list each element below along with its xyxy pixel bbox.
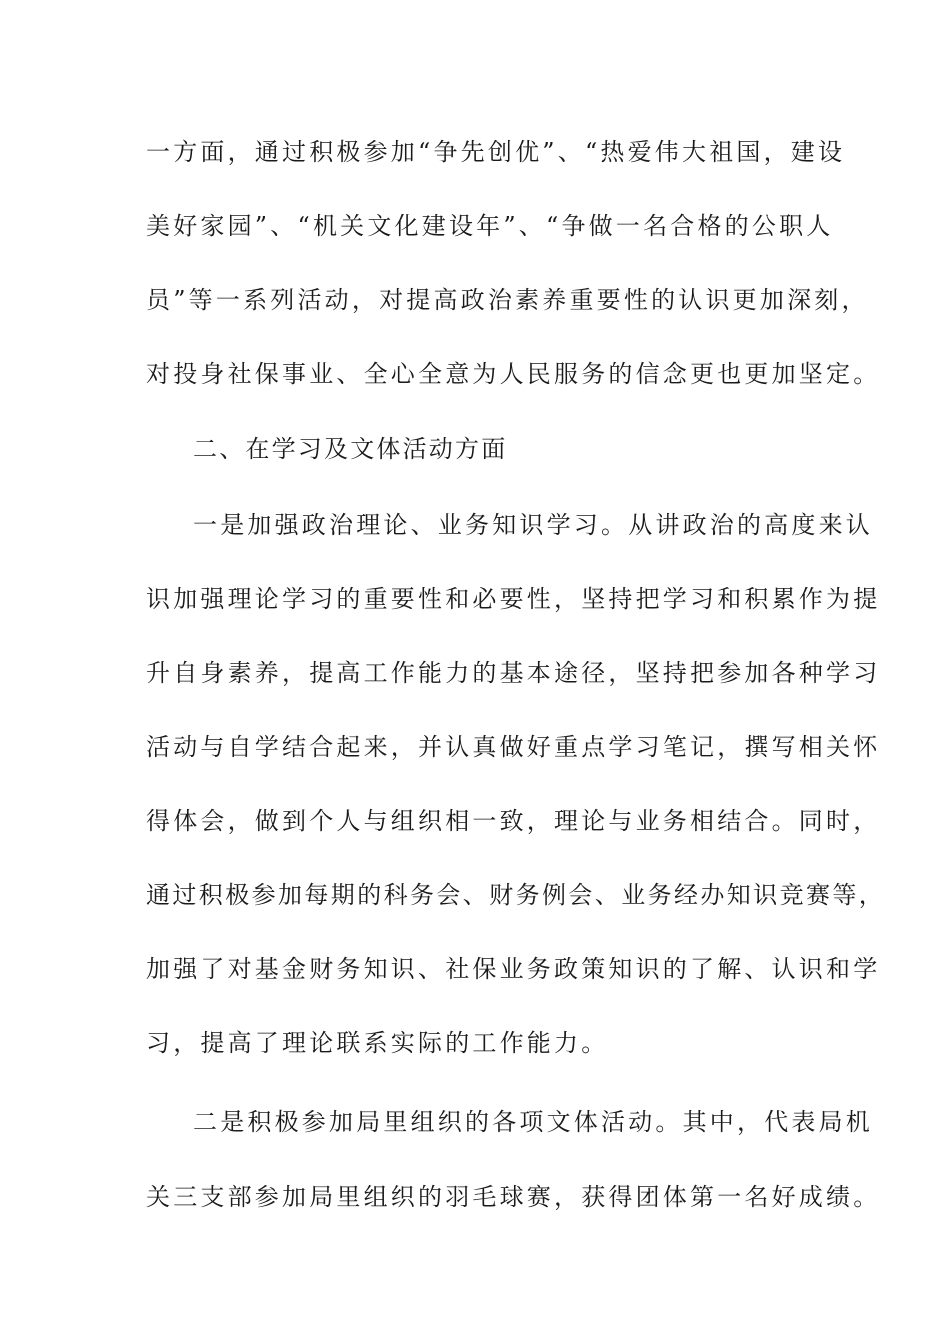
section-heading: 二、在学习及文体活动方面 xyxy=(193,435,508,463)
paragraph-2-line-4: 活动与自学结合起来，并认真做好重点学习笔记，撰写相关怀 xyxy=(146,733,881,761)
paragraph-2-line-6: 通过积极参加每期的科务会、财务例会、业务经办知识竞赛等， xyxy=(146,881,886,909)
paragraph-2-line-1: 一是加强政治理论、业务知识学习。从讲政治的高度来认 xyxy=(193,511,873,539)
paragraph-2-line-8: 习，提高了理论联系实际的工作能力。 xyxy=(146,1029,609,1057)
paragraph-2-line-2: 识加强理论学习的重要性和必要性，坚持把学习和积累作为提 xyxy=(146,585,881,613)
paragraph-1-line-4: 对投身社保事业、全心全意为人民服务的信念更也更加坚定。 xyxy=(146,360,881,388)
paragraph-3-line-1: 二是积极参加局里组织的各项文体活动。其中，代表局机 xyxy=(193,1108,873,1136)
paragraph-2-line-3: 升自身素养，提高工作能力的基本途径，坚持把参加各种学习 xyxy=(146,659,881,687)
paragraph-1-line-3: 员”等一系列活动，对提高政治素养重要性的认识更加深刻， xyxy=(146,286,869,314)
paragraph-1-line-1: 一方面，通过积极参加“争先创优”、“热爱伟大祖国，建设 xyxy=(146,138,846,166)
paragraph-2-line-7: 加强了对基金财务知识、社保业务政策知识的了解、认识和学 xyxy=(146,955,881,983)
paragraph-2-line-5: 得体会，做到个人与组织相一致，理论与业务相结合。同时， xyxy=(146,807,881,835)
paragraph-3-line-2: 关三支部参加局里组织的羽毛球赛，获得团体第一名好成绩。 xyxy=(146,1183,881,1211)
paragraph-1-line-2: 美好家园”、“机关文化建设年”、“争做一名合格的公职人 xyxy=(146,212,834,240)
